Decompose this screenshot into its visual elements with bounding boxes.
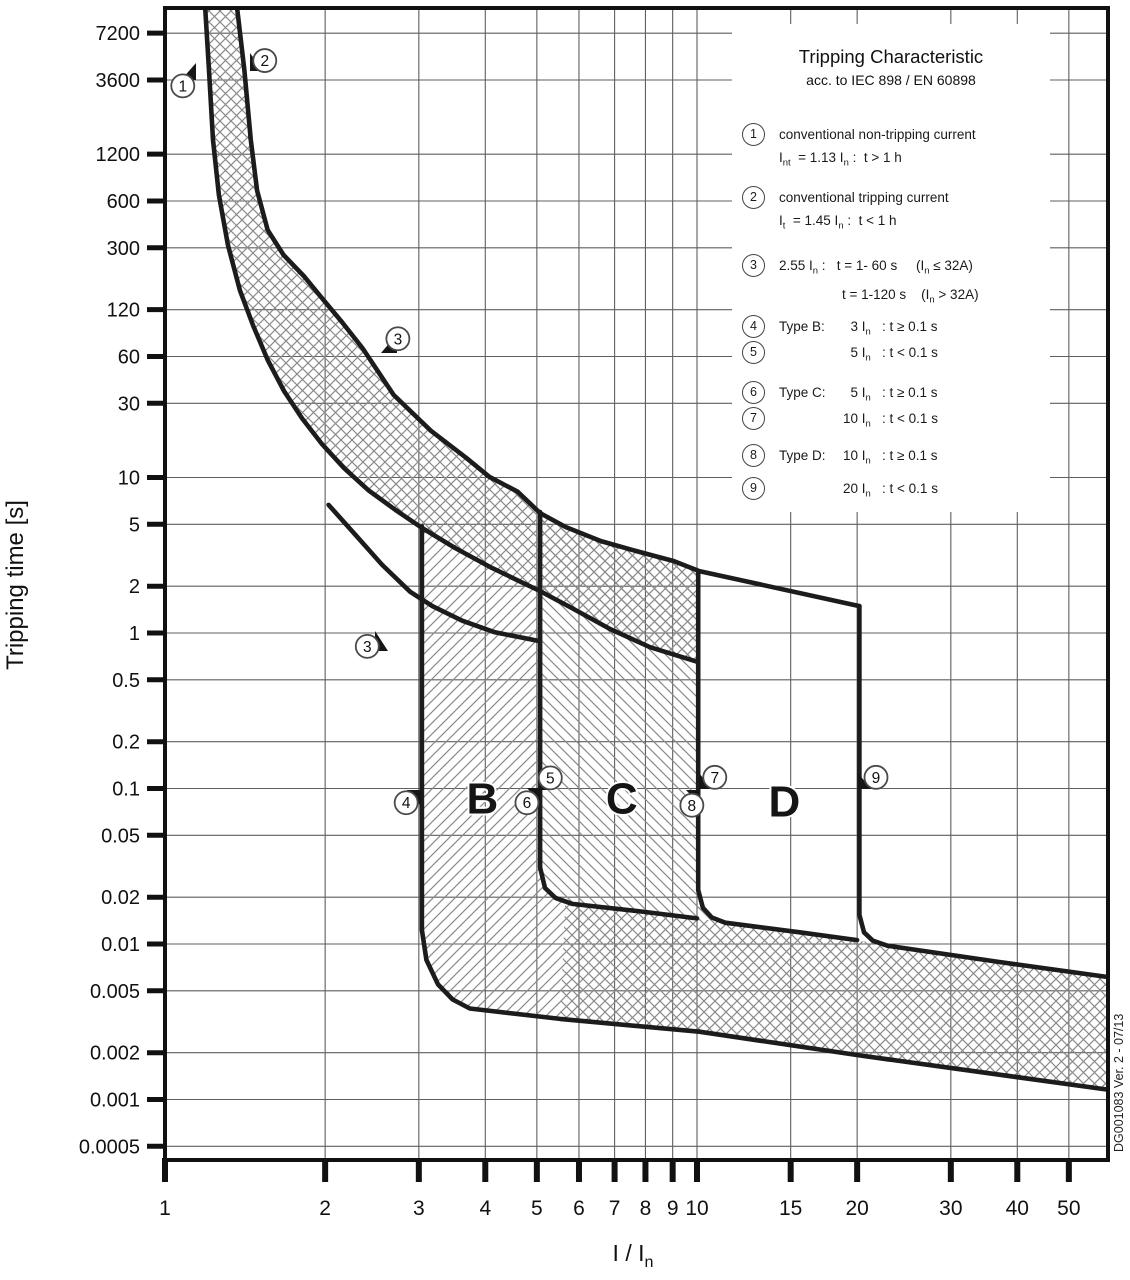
marker-number: 1 <box>178 78 188 96</box>
y-tick-label-600: 600 <box>106 190 140 213</box>
y-tick-label-7200: 7200 <box>95 23 140 46</box>
legend-item-line1: conventional tripping current <box>779 190 949 205</box>
marker-number: 7 <box>710 769 720 787</box>
marker-number: 4 <box>401 795 411 813</box>
marker-number: 3 <box>362 638 372 656</box>
legend-item-text <box>779 477 938 506</box>
marker-2-1 <box>250 49 276 72</box>
legend-item-1 <box>742 123 976 175</box>
legend-item-text <box>779 254 979 311</box>
x-tick-label-30: 30 <box>939 1197 963 1220</box>
legend-item-text <box>779 341 938 370</box>
y-tick-label-120: 120 <box>106 299 140 322</box>
y-tick-label-60: 60 <box>117 346 140 369</box>
legend-item-number: 1 <box>742 123 765 146</box>
y-tick-label-300: 300 <box>106 237 140 260</box>
legend-item-text <box>779 123 976 175</box>
x-tick-label-5: 5 <box>531 1197 543 1220</box>
region-label-C: C <box>605 774 638 824</box>
legend-item-value: 10 $I_n$ : t ≥ 0.1 s <box>843 448 938 467</box>
y-tick-label-0.05: 0.05 <box>101 825 140 848</box>
legend-item-6 <box>742 381 937 410</box>
x-tick-label-6: 6 <box>573 1197 585 1220</box>
legend-item-5 <box>742 341 938 370</box>
legend-item-4 <box>742 315 937 344</box>
legend-item-type-label: Type C: <box>779 385 826 400</box>
x-tick-label-2: 2 <box>319 1197 331 1220</box>
legend-item-text <box>779 186 949 238</box>
region-label-D: D <box>768 777 801 827</box>
legend-item-text <box>779 444 937 473</box>
y-tick-label-10: 10 <box>117 467 140 490</box>
marker-9-9 <box>858 766 887 789</box>
legend-item-number: 7 <box>742 407 765 430</box>
legend-item-value: 20 $I_n$ : t < 0.1 s <box>843 481 938 500</box>
y-tick-label-5: 5 <box>128 514 140 537</box>
legend-item-value: 5 $I_n$ : t < 0.1 s <box>843 345 938 364</box>
legend-item-3 <box>742 254 979 311</box>
y-tick-label-0.1: 0.1 <box>112 778 140 801</box>
legend-subtitle: acc. to IEC 898 / EN 60898 <box>806 72 976 88</box>
x-tick-label-8: 8 <box>639 1197 652 1220</box>
legend-item-line2: $I_t = 1.45$ $I_n$ : t < 1 h <box>779 213 897 232</box>
legend-item-text <box>779 381 937 410</box>
y-tick-label-0.0005: 0.0005 <box>78 1136 140 1159</box>
document-reference: DG001083 Ver. 2 - 07/13 <box>1112 1013 1126 1152</box>
x-axis-title: I / $I_n$ <box>612 1240 654 1271</box>
x-tick-label-15: 15 <box>779 1197 803 1220</box>
y-tick-label-1: 1 <box>128 623 140 645</box>
curve-type_d_magnetic_boundary <box>698 571 857 940</box>
x-tick-label-7: 7 <box>608 1197 621 1220</box>
y-tick-label-0.2: 0.2 <box>112 731 140 754</box>
legend-item-text <box>779 407 938 436</box>
legend <box>732 24 1050 512</box>
marker-number: 2 <box>260 53 270 71</box>
x-tick-label-20: 20 <box>845 1197 869 1220</box>
x-tick-label-50: 50 <box>1057 1197 1081 1220</box>
marker-4-4 <box>395 790 421 814</box>
legend-item-number: 2 <box>742 186 765 209</box>
legend-item-number: 9 <box>742 477 765 500</box>
legend-item-type-label: Type B: <box>779 319 825 334</box>
y-axis-title: Tripping time [s] <box>2 500 29 670</box>
legend-item-type-label: Type D: <box>779 448 826 463</box>
marker-3-2 <box>381 327 409 353</box>
y-tick-label-0.02: 0.02 <box>101 887 140 910</box>
y-tick-label-0.5: 0.5 <box>112 669 140 692</box>
y-tick-label-30: 30 <box>117 393 140 416</box>
legend-item-2 <box>742 186 949 238</box>
legend-item-7 <box>742 407 938 436</box>
legend-item-value: 5 $I_n$ : t ≥ 0.1 s <box>843 385 938 404</box>
legend-item-number: 8 <box>742 444 765 467</box>
marker-7-7 <box>699 766 726 789</box>
legend-item-number: 5 <box>742 341 765 364</box>
legend-item-line1: conventional non-tripping current <box>779 127 976 142</box>
x-tick-label-4: 4 <box>479 1197 492 1220</box>
y-tick-label-0.001: 0.001 <box>89 1089 140 1112</box>
legend-item-line2: $I_{nt} = 1.13$ $I_n$ : t > 1 h <box>779 150 902 169</box>
legend-item-number: 6 <box>742 381 765 404</box>
legend-item-text <box>779 315 937 344</box>
legend-item-number: 3 <box>742 254 765 277</box>
marker-1-0 <box>171 63 196 97</box>
y-tick-label-0.002: 0.002 <box>89 1042 140 1065</box>
y-tick-label-2: 2 <box>128 576 140 599</box>
y-tick-label-0.01: 0.01 <box>101 934 140 956</box>
legend-item-value: 10 $I_n$ : t < 0.1 s <box>843 411 938 430</box>
legend-item-line1: 2.55 $I_n$ : t = 1- 60 s $(I_n \le 32A)$ <box>779 258 973 277</box>
region-label-B: B <box>466 774 499 824</box>
marker-number: 3 <box>393 331 403 349</box>
legend-item-line2: t = 1-120 s $(I_n > 32A)$ <box>842 286 979 306</box>
legend-item-8 <box>742 444 937 473</box>
marker-5-5 <box>539 766 562 790</box>
marker-number: 6 <box>522 795 532 813</box>
legend-item-9 <box>742 477 938 506</box>
y-tick-label-3600: 3600 <box>95 69 140 92</box>
x-tick-label-3: 3 <box>412 1197 425 1220</box>
marker-3-3 <box>356 631 388 658</box>
marker-number: 9 <box>871 769 881 787</box>
y-tick-label-1200: 1200 <box>95 144 140 167</box>
x-tick-label-10: 10 <box>685 1197 709 1220</box>
curve-type_d_20in_boundary <box>859 606 1106 977</box>
x-tick-label-40: 40 <box>1005 1197 1029 1220</box>
y-tick-label-0.005: 0.005 <box>89 980 140 1003</box>
x-tick-label-9: 9 <box>666 1197 679 1220</box>
legend-item-number: 4 <box>742 315 765 338</box>
x-tick-label-1: 1 <box>159 1197 171 1220</box>
legend-title: Tripping Characteristic <box>798 46 984 67</box>
marker-number: 8 <box>687 797 697 815</box>
marker-number: 5 <box>546 770 555 788</box>
legend-item-value: 3 $I_n$ : t ≥ 0.1 s <box>843 319 938 338</box>
